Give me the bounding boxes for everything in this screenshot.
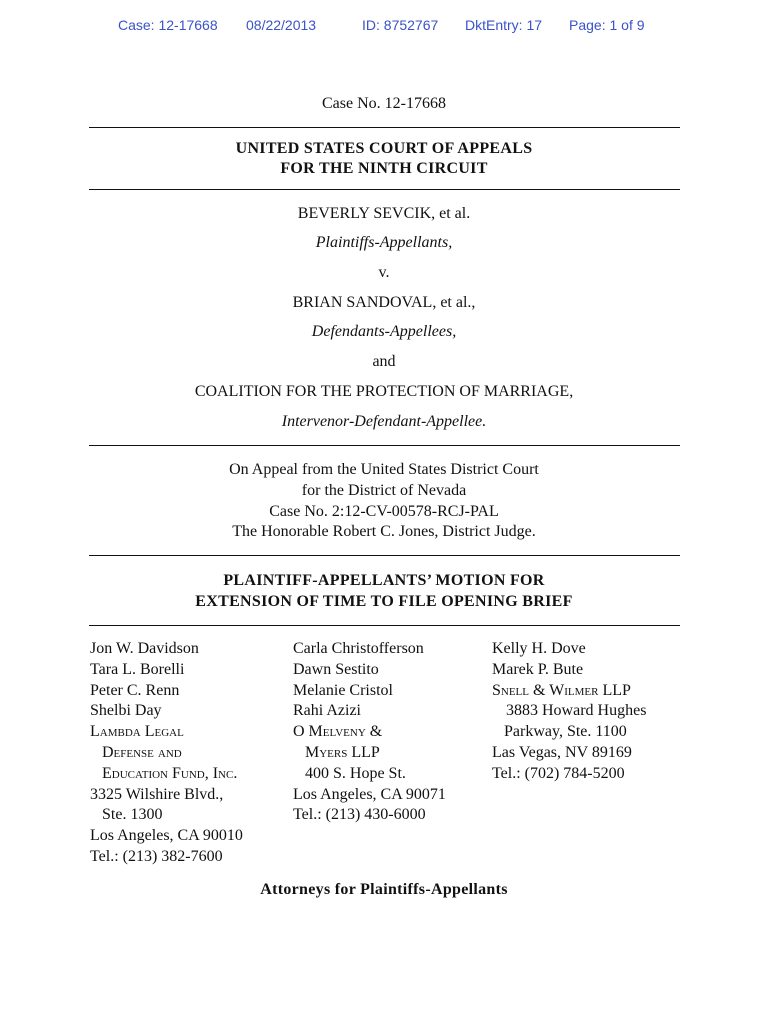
attorney-name: Marek P. Bute [492,660,584,678]
court-name-line2: FOR THE NINTH CIRCUIT [280,160,488,177]
divider-rule [89,127,680,128]
appeal-info-line4: The Honorable Robert C. Jones, District Judge. [232,523,536,540]
firm-name-line: Education Fund, Inc. [102,764,238,782]
firm-telephone: Tel.: (213) 430-6000 [293,806,426,824]
firm-address-line: 3325 Wilshire Blvd., [90,785,224,803]
conjunction-and: and [372,353,396,370]
firm-address-line: Los Angeles, CA 90010 [90,827,243,845]
counsel-column-snell-wilmer [492,639,646,785]
header-page-number: Page: 1 of 9 [569,17,645,33]
divider-rule [89,445,680,446]
header-docket-entry: DktEntry: 17 [465,17,543,33]
attorney-name: Peter C. Renn [90,681,180,699]
firm-address-line: 400 S. Hope St. [305,764,406,782]
appeal-info-line3: Case No. 2:12-CV-00578-RCJ-PAL [269,503,499,520]
firm-address-line: Las Vegas, NV 89169 [492,743,632,761]
attorney-name: Carla Christofferson [293,640,424,657]
counsel-column-omelveny [293,639,446,826]
attorney-name: Tara L. Borelli [90,660,185,678]
firm-name-line: Defense and [102,743,182,761]
motion-title-line2: EXTENSION OF TIME TO FILE OPENING BRIEF [195,593,573,610]
defendant-name: BRIAN SANDOVAL, et al., [292,294,476,311]
intervenor-name: COALITION FOR THE PROTECTION OF MARRIAGE, [194,383,574,400]
divider-rule [89,189,680,190]
attorney-name: Melanie Cristol [293,681,393,699]
attorney-name: Jon W. Davidson [90,640,199,657]
appeal-info-line2: for the District of Nevada [301,482,467,499]
plaintiff-name: BEVERLY SEVCIK, et al. [297,205,471,222]
firm-address-line: Ste. 1300 [102,806,163,824]
counsel-column-lambda-legal [90,639,243,868]
intervenor-role: Intervenor-Defendant-Appellee. [281,413,487,430]
versus: v. [378,264,390,281]
defendant-role: Defendants-Appellees, [311,323,457,340]
court-name-line1: UNITED STATES COURT OF APPEALS [235,140,533,157]
header-case-number: Case: 12-17668 [118,17,218,33]
divider-rule [89,555,680,556]
header-document-id: ID: 8752767 [362,17,439,33]
firm-address-line: 3883 Howard Hughes [506,702,647,720]
firm-name-line: O Melveny & [293,723,383,741]
filing-header [0,17,768,37]
plaintiff-role: Plaintiffs-Appellants, [315,234,453,251]
firm-name-line: Myers LLP [305,743,380,761]
attorneys-caption: Attorneys for Plaintiffs-Appellants [260,881,508,898]
firm-telephone: Tel.: (213) 382-7600 [90,847,223,865]
attorney-name: Kelly H. Dove [492,640,586,657]
motion-title-line1: PLAINTIFF-APPELLANTS’ MOTION FOR [223,572,545,589]
header-filing-date: 08/22/2013 [246,17,317,33]
firm-name-line: Lambda Legal [90,723,184,741]
firm-name-line: Snell & Wilmer LLP [492,681,631,699]
case-number: Case No. 12-17668 [322,95,446,112]
firm-telephone: Tel.: (702) 784-5200 [492,764,625,782]
firm-address-line: Los Angeles, CA 90071 [293,785,446,803]
appeal-info-line1: On Appeal from the United States District Court [229,461,539,478]
divider-rule [89,625,680,626]
firm-address-line: Parkway, Ste. 1100 [504,723,627,741]
attorney-name: Shelbi Day [90,702,162,720]
attorney-name: Rahi Azizi [293,702,361,720]
attorney-name: Dawn Sestito [293,660,379,678]
